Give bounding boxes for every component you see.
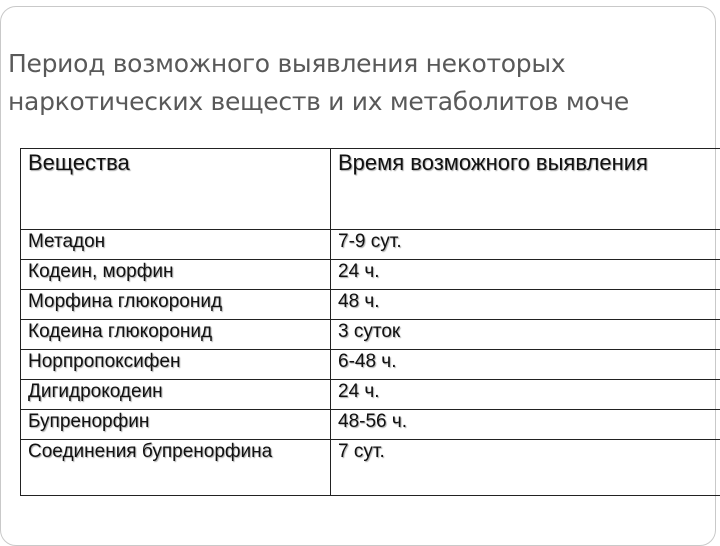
table-row (21, 410, 720, 440)
time-cell: 3 суток (331, 320, 720, 350)
time-cell: 48-56 ч. (331, 410, 720, 440)
substance-cell: Кодеина глюкоронид (21, 320, 331, 350)
detection-period-table (20, 148, 720, 496)
time-cell: 24 ч. (331, 260, 720, 290)
substance-cell: Соединения бупренорфина (21, 440, 331, 496)
time-cell: 7 сут. (331, 440, 720, 496)
table-row (21, 290, 720, 320)
table-header-row (21, 149, 720, 230)
substance-cell: Норпропоксифен (21, 350, 331, 380)
time-cell: 7-9 сут. (331, 230, 720, 260)
table-row (21, 260, 720, 290)
time-cell: 6-48 ч. (331, 350, 720, 380)
slide-title (8, 45, 708, 121)
time-cell: 48 ч. (331, 290, 720, 320)
table-row (21, 230, 720, 260)
table-row (21, 380, 720, 410)
substance-cell: Метадон (21, 230, 331, 260)
header-substances: Вещества (21, 149, 331, 230)
table-row (21, 320, 720, 350)
substance-cell: Кодеин, морфин (21, 260, 331, 290)
header-detection-time: Время возможного выявления (331, 149, 720, 230)
substance-cell: Дигидрокодеин (21, 380, 331, 410)
substance-cell: Морфина глюкоронид (21, 290, 331, 320)
table-row (21, 440, 720, 496)
table-row (21, 350, 720, 380)
time-cell: 24 ч. (331, 380, 720, 410)
substance-cell: Бупренорфин (21, 410, 331, 440)
slide-title-line-2: наркотических веществ и их метаболитов моче (8, 83, 708, 121)
slide-title-line-1: Период возможного выявления некоторых (8, 45, 708, 83)
